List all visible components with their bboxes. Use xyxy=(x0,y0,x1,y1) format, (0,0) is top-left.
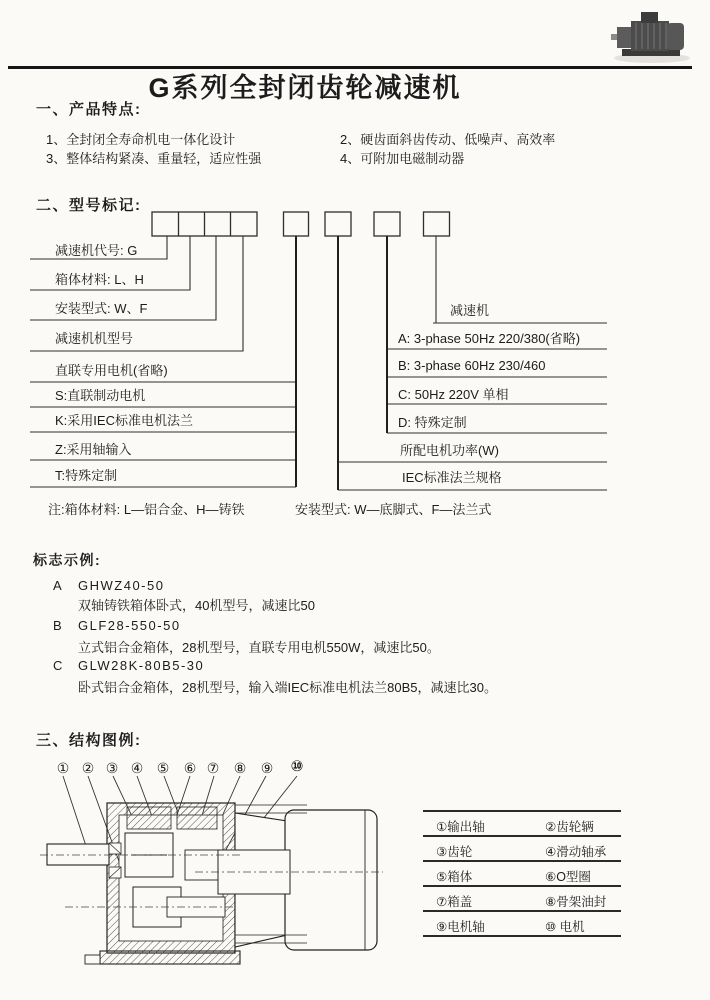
example-b-code: GLF28-550-50 xyxy=(78,618,181,633)
feature-item-1: 1、全封闭全寿命机电一体化设计 xyxy=(46,132,236,147)
model-label-frame-size: 减速机机型号 xyxy=(55,331,134,346)
part-output-shaft: ①输出轴 xyxy=(436,820,485,834)
part-o-ring: ⑥O型圈 xyxy=(545,870,591,884)
example-c-code: GLW28K-80B5-30 xyxy=(78,658,205,673)
part-motor: ⑩ 电机 xyxy=(545,920,585,934)
structure-cross-section-drawing xyxy=(35,755,415,970)
table-row xyxy=(423,887,621,912)
model-box-stems xyxy=(296,236,387,490)
example-a-code: GHWZ40-50 xyxy=(78,578,165,593)
feature-item-2: 2、硬齿面斜齿传动、低噪声、高效率 xyxy=(340,132,556,147)
feature-item-4: 4、可附加电磁制动器 xyxy=(340,151,465,166)
structure-heading: 三、结构图例: xyxy=(36,732,142,749)
model-heading: 二、型号标记: xyxy=(36,197,142,214)
callout-3: ③ xyxy=(105,760,119,776)
callout-4: ④ xyxy=(130,760,144,776)
model-note-material: 注:箱体材料: L—铝合金、H—铸铁 xyxy=(48,502,245,517)
callout-7: ⑦ xyxy=(206,760,220,776)
model-label-reducer-code: 减速机代号: G xyxy=(55,243,138,258)
part-motor-shaft: ⑨电机轴 xyxy=(436,920,485,934)
model-label-iec-flange-spec: IEC标准法兰规格 xyxy=(402,470,502,485)
model-code-boxes xyxy=(152,212,450,236)
part-gear-shaft: ②齿轮辆 xyxy=(545,820,594,834)
part-oil-seal: ⑧骨架油封 xyxy=(545,895,607,909)
part-housing: ⑤箱体 xyxy=(436,870,473,884)
model-label-s-brake-motor: S:直联制动电机 xyxy=(55,388,146,403)
model-label-direct-motor: 直联专用电机(省略) xyxy=(55,363,168,378)
part-sliding-bearing: ④滑动轴承 xyxy=(545,845,607,859)
example-b-desc: 立式铝合金箱体，28机型号，直联专用电机550W，减速比50。 xyxy=(78,640,440,655)
model-note-mounting: 安装型式: W—底脚式、F—法兰式 xyxy=(295,502,492,517)
model-label-reducer: 减速机 xyxy=(450,303,490,318)
example-a-desc: 双轴铸铁箱体卧式，40机型号，减速比50 xyxy=(78,598,315,613)
model-label-housing-material: 箱体材料: L、H xyxy=(55,272,144,287)
callout-10: ⑩ xyxy=(290,758,304,775)
callout-6: ⑥ xyxy=(183,760,197,776)
example-c-desc: 卧式铝合金箱体，28机型号，输入端IEC标准电机法兰80B5，减速比30。 xyxy=(78,680,497,695)
parts-legend-table xyxy=(423,810,621,937)
model-label-t-custom: T:特殊定制 xyxy=(55,468,118,483)
features-heading: 一、产品特点: xyxy=(36,101,142,118)
callout-9: ⑨ xyxy=(260,760,274,776)
model-label-voltage-d: D: 特殊定制 xyxy=(398,415,467,430)
example-a-tag: A xyxy=(53,578,63,593)
table-row xyxy=(423,862,621,887)
table-row xyxy=(423,912,621,937)
callout-2: ② xyxy=(81,760,95,776)
callout-1: ① xyxy=(56,760,70,776)
example-b-tag: B xyxy=(53,618,63,633)
gear-motor-photo xyxy=(610,8,696,66)
example-c-tag: C xyxy=(53,658,64,673)
table-row xyxy=(423,837,621,862)
part-gear: ③齿轮 xyxy=(436,845,473,859)
model-label-z-shaft-input: Z:采用轴输入 xyxy=(55,442,132,457)
model-label-voltage-c: C: 50Hz 220V 单相 xyxy=(398,387,509,402)
model-label-voltage-b: B: 3-phase 60Hz 230/460 xyxy=(398,358,546,373)
page-title: G系列全封闭齿轮减速机 xyxy=(148,73,462,103)
table-row xyxy=(423,812,621,837)
part-housing-cover: ⑦箱盖 xyxy=(436,895,473,909)
model-label-motor-power: 所配电机功率(W) xyxy=(400,443,499,458)
model-label-voltage-a: A: 3-phase 50Hz 220/380(省略) xyxy=(398,331,581,346)
model-label-mount-type: 安装型式: W、F xyxy=(55,301,148,316)
model-label-k-iec-flange: K:采用IEC标准电机法兰 xyxy=(55,413,193,428)
gearbox-motor-section xyxy=(47,803,377,964)
feature-item-3: 3、整体结构紧凑、重量轻，适应性强 xyxy=(46,151,262,166)
callout-8: ⑧ xyxy=(233,760,247,776)
callout-5: ⑤ xyxy=(156,760,170,776)
examples-heading: 标志示例: xyxy=(33,552,102,568)
